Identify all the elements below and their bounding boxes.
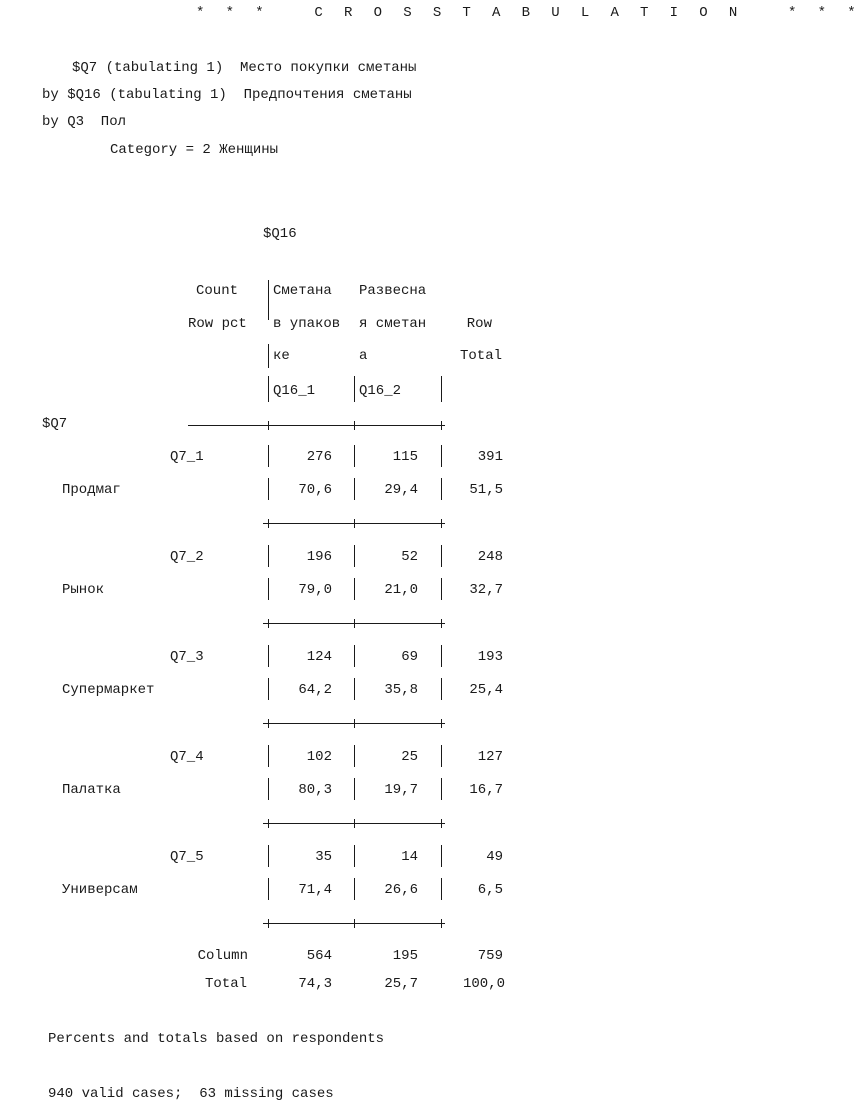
row-separator-tick [354,719,355,728]
row-separator-tick [441,719,442,728]
cell-count: 102 [306,749,332,765]
cell-divider [441,778,442,800]
cell-divider [441,678,442,700]
cell-count: 52 [401,549,418,565]
cell-row-pct: 35,8 [384,682,418,698]
cell-divider [268,445,269,467]
cell-divider [441,878,442,900]
footnote: Percents and totals based on respondents [48,1031,385,1047]
column-total-pct: 25,7 [384,976,418,992]
cell-divider [268,778,269,800]
row-total-pct: 32,7 [469,582,503,598]
cell-divider [268,545,269,567]
row-label: Продмаг [62,482,121,498]
row-separator-tick [354,819,355,828]
row-total-pct: 16,7 [469,782,503,798]
header-line-3: by Q3 Пол [42,114,127,130]
cell-divider [441,478,442,500]
grand-total-pct: 100,0 [462,976,505,992]
row-separator-tick [268,619,269,628]
row-code: Q7_2 [170,549,204,565]
header-rule-tick-2 [354,421,355,430]
header-rule [188,425,445,426]
column-1-code: Q16_1 [273,383,316,399]
column-2-label-line-3: а [359,348,368,364]
row-total-count: 248 [477,549,503,565]
header-divider-1 [268,280,269,320]
cell-count: 35 [315,849,332,865]
row-separator-tick [268,819,269,828]
cell-row-pct: 79,0 [298,582,332,598]
header-divider-2 [268,344,269,368]
cell-divider [441,745,442,767]
column-total-count: 564 [306,948,332,964]
cell-divider [268,745,269,767]
row-total-pct: 6,5 [477,882,503,898]
row-total-label-line-1: Row [466,316,492,332]
cell-divider [441,845,442,867]
code-divider-3 [441,376,442,402]
cell-count: 196 [306,549,332,565]
cell-divider [354,778,355,800]
row-code: Q7_5 [170,849,204,865]
header-rule-tick-1 [268,421,269,430]
column-total-pct: 74,3 [298,976,332,992]
cell-divider [441,578,442,600]
header-rule-tick-3 [441,421,442,430]
row-separator-tick [268,519,269,528]
cell-divider [268,578,269,600]
column-1-label-line-2: в упаков [273,316,341,332]
cell-divider [354,578,355,600]
row-separator-tick [268,919,269,928]
row-separator-tick [354,519,355,528]
column-2-label-line-2: я сметан [359,316,427,332]
cell-divider [354,478,355,500]
cell-divider [354,745,355,767]
row-total-label-line-2: Total [459,348,502,364]
row-separator-tick [268,719,269,728]
cell-count: 124 [306,649,332,665]
row-separator-tick [441,619,442,628]
row-total-pct: 25,4 [469,682,503,698]
row-variable: $Q7 [42,416,68,432]
row-code: Q7_3 [170,649,204,665]
cell-divider [268,845,269,867]
row-label: Рынок [62,582,105,598]
stub-count-label: Count [196,283,239,299]
row-total-count: 391 [477,449,503,465]
cell-divider [268,478,269,500]
row-total-pct: 51,5 [469,482,503,498]
row-separator-tick [354,619,355,628]
cell-row-pct: 21,0 [384,582,418,598]
row-separator-tick [441,919,442,928]
cell-count: 115 [392,449,418,465]
row-separator-tick [354,919,355,928]
cell-row-pct: 26,6 [384,882,418,898]
cell-row-pct: 64,2 [298,682,332,698]
row-separator-tick [441,519,442,528]
row-separator-tick [441,819,442,828]
cell-count: 69 [401,649,418,665]
cell-row-pct: 80,3 [298,782,332,798]
column-total-label-line-1: Column [197,948,248,964]
cell-divider [268,678,269,700]
column-total-count: 195 [392,948,418,964]
code-divider-2 [354,376,355,402]
row-total-count: 193 [477,649,503,665]
cell-count: 14 [401,849,418,865]
cell-count: 25 [401,749,418,765]
cell-divider [354,545,355,567]
category-line: Category = 2 Женщины [110,142,279,158]
cell-divider [354,678,355,700]
column-1-label-line-3: ке [273,348,290,364]
column-2-code: Q16_2 [359,383,402,399]
cell-divider [268,878,269,900]
cell-divider [441,445,442,467]
row-label: Супермаркет [62,682,155,698]
crosstab-title: * * * C R O S S T A B U L A T I O N * * * [196,5,862,21]
cell-row-pct: 70,6 [298,482,332,498]
column-total-label-line-2: Total [204,976,247,992]
cell-divider [354,645,355,667]
cases-line: 940 valid cases; 63 missing cases [48,1086,334,1102]
column-variable: $Q16 [263,226,297,242]
grand-total-count: 759 [477,948,503,964]
header-line-2: by $Q16 (tabulating 1) Предпочтения сметаны [42,87,412,103]
cell-divider [441,545,442,567]
row-total-count: 49 [486,849,503,865]
cell-row-pct: 19,7 [384,782,418,798]
column-2-label-line-1: Развесна [359,283,427,299]
cell-row-pct: 71,4 [298,882,332,898]
row-code: Q7_1 [170,449,204,465]
row-code: Q7_4 [170,749,204,765]
row-label: Универсам [62,882,138,898]
cell-row-pct: 29,4 [384,482,418,498]
header-line-1: $Q7 (tabulating 1) Место покупки сметаны [72,60,417,76]
cell-count: 276 [306,449,332,465]
cell-divider [354,878,355,900]
row-total-count: 127 [477,749,503,765]
cell-divider [441,645,442,667]
column-1-label-line-1: Сметана [273,283,332,299]
cell-divider [354,845,355,867]
code-divider-1 [268,376,269,402]
stub-rowpct-label: Row pct [188,316,247,332]
row-label: Палатка [62,782,121,798]
cell-divider [268,645,269,667]
cell-divider [354,445,355,467]
